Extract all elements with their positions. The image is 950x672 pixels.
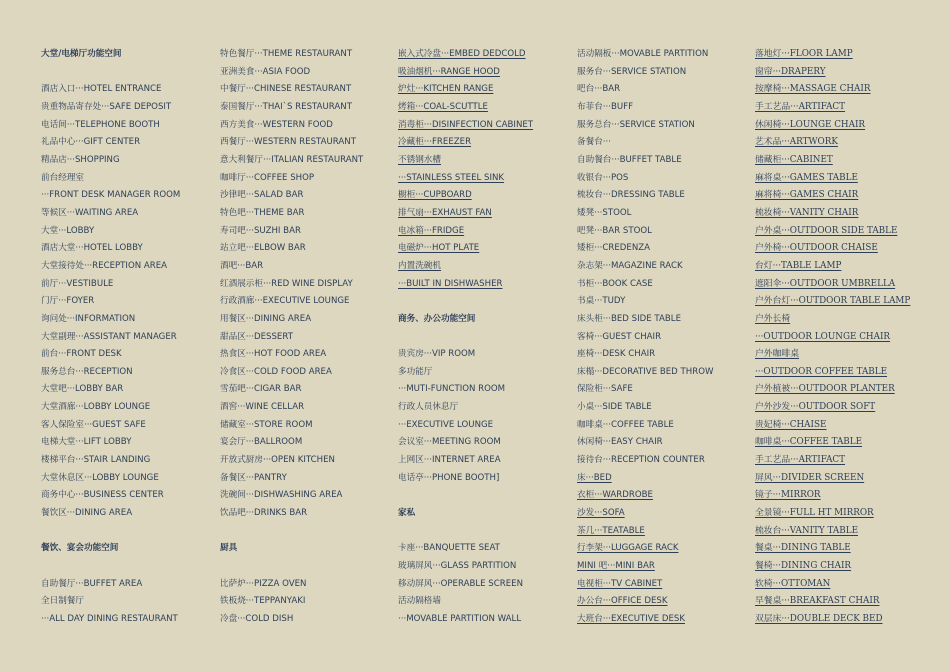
glossary-entry: 酒吧···BAR — [220, 260, 264, 271]
glossary-entry: 冷藏柜···FREEZER — [398, 137, 472, 148]
glossary-entry: 雪茄吧···CIGAR BAR — [220, 384, 302, 395]
glossary-entry: 大堂···LOBBY — [41, 225, 95, 236]
glossary-entry: 服务总台···RECEPTION — [41, 366, 133, 377]
glossary-entry: 卡座···BANQUETTE SEAT — [398, 543, 500, 554]
glossary-entry: ···OUTDOOR LOUNGE CHAIR — [755, 331, 891, 342]
glossary-entry: ···ALL DAY DINING RESTAURANT — [41, 614, 178, 624]
glossary-entry: ···EXECUTIVE LOUNGE — [398, 419, 494, 430]
glossary-entry: 大班台···EXECUTIVE DESK — [577, 614, 685, 624]
glossary-entry: 行李架···LUGGAGE RACK — [577, 543, 679, 554]
glossary-entry: 收银台···POS — [577, 172, 629, 183]
glossary-entry: 会议室···MEETING ROOM — [398, 437, 501, 448]
glossary-entry: 开放式厨房···OPEN KITCHEN — [220, 455, 335, 466]
glossary-entry: 备餐台··· — [577, 137, 611, 148]
glossary-entry: 大堂吧···LOBBY BAR — [41, 384, 124, 395]
glossary-entry: 门厅···FOYER — [41, 296, 95, 307]
glossary-entry: 活动隔格墙 — [398, 596, 441, 607]
glossary-entry: 等候区···WAITING AREA — [41, 207, 139, 218]
glossary-entry: 电磁炉···HOT PLATE — [398, 243, 480, 254]
glossary-entry: 洗碗间···DISHWASHING AREA — [220, 490, 343, 501]
glossary-column-2 — [220, 46, 363, 629]
glossary-entry: 户外桌···OUTDOOR SIDE TABLE — [755, 225, 898, 236]
glossary-entry: 电话间···TELEPHONE BOOTH — [41, 119, 160, 130]
blank-line — [41, 64, 180, 82]
glossary-entry: 上网区···INTERNET AREA — [398, 455, 501, 466]
glossary-entry: 书桌···TUDY — [577, 296, 626, 307]
glossary-entry: 衣柜···WARDROBE — [577, 490, 653, 501]
glossary-entry: 红酒展示柜···RED WINE DISPLAY — [220, 278, 353, 289]
glossary-entry: 贵妃椅···CHAISE — [755, 419, 827, 430]
glossary-entry: 镜子···MIRROR — [755, 490, 821, 501]
blank-line — [398, 523, 533, 541]
section-heading: 餐饮、宴会功能空间 — [41, 543, 119, 554]
glossary-entry: 遮阳伞···OUTDOOR UMBRELLA — [755, 278, 896, 289]
glossary-entry: 床···BED — [577, 472, 612, 483]
glossary-entry: 咖啡桌···COFFEE TABLE — [577, 419, 674, 430]
glossary-entry: 户外咖啡桌 — [755, 349, 799, 360]
glossary-entry: 客椅···GUEST CHAIR — [577, 331, 662, 342]
glossary-entry: 户外长椅 — [755, 313, 791, 324]
glossary-entry: 冷食区···COLD FOOD AREA — [220, 366, 332, 377]
glossary-entry: 窗帘···DRAPERY — [755, 66, 826, 77]
glossary-entry: 布菲台···BUFF — [577, 101, 634, 112]
glossary-entry: ···OUTDOOR COFFEE TABLE — [755, 366, 888, 377]
glossary-entry: 麻将椅···GAMES CHAIR — [755, 190, 859, 201]
glossary-entry: 梳妆台···DRESSING TABLE — [577, 190, 685, 201]
glossary-entry: 户外植被···OUTDOOR PLANTER — [755, 384, 895, 395]
glossary-entry: 户外沙发···OUTDOOR SOFT — [755, 402, 876, 413]
glossary-entry: 泰国餐厅···THAI`S RESTAURANT — [220, 101, 352, 112]
glossary-entry: 吸油烟机···RANGE HOOD — [398, 66, 500, 77]
glossary-entry: 矮凳···STOOL — [577, 207, 632, 218]
glossary-entry: 储藏室···STORE ROOM — [220, 419, 313, 430]
glossary-entry: 办公台···OFFICE DESK — [577, 596, 668, 607]
section-heading: 大堂/电梯厅功能空间 — [41, 49, 122, 59]
glossary-entry: 活动隔板···MOVABLE PARTITION — [577, 49, 709, 59]
glossary-entry: 寿司吧···SUZHI BAR — [220, 225, 301, 236]
glossary-entry: 吧凳···BAR STOOL — [577, 225, 652, 236]
glossary-entry: 杂志架···MAGAZINE RACK — [577, 260, 683, 271]
glossary-entry: 软椅···OTTOMAN — [755, 578, 831, 589]
blank-line — [220, 523, 363, 541]
glossary-entry: 早餐桌···BREAKFAST CHAIR — [755, 596, 880, 607]
glossary-entry: 宴会厅···BALLROOM — [220, 437, 303, 448]
glossary-entry: 双层床···DOUBLE DECK BED — [755, 614, 883, 624]
glossary-entry: 服务台···SERVICE STATION — [577, 66, 687, 77]
glossary-entry: ···BUILT IN DISHWASHER — [398, 278, 503, 289]
blank-line — [220, 558, 363, 576]
glossary-entry: 亚洲美食···ASIA FOOD — [220, 66, 311, 77]
glossary-entry: 前厅···VESTIBULE — [41, 278, 114, 289]
glossary-entry: 询问处···INFORMATION — [41, 313, 136, 324]
glossary-entry: 贵宾房···VIP ROOM — [398, 349, 476, 360]
glossary-entry: 电梯大堂···LIFT LOBBY — [41, 437, 132, 448]
glossary-entry: 大堂酒廊···LOBBY LOUNGE — [41, 402, 151, 413]
glossary-column-1 — [41, 46, 180, 629]
glossary-entry: 橱柜···CUPBOARD — [398, 190, 472, 201]
glossary-entry: ···STAINLESS STEEL SINK — [398, 172, 505, 183]
glossary-entry: 冷盘···COLD DISH — [220, 614, 294, 624]
glossary-entry: 意大利餐厅···ITALIAN RESTAURANT — [220, 154, 364, 165]
glossary-entry: 铁板烧···TEPPANYAKI — [220, 596, 306, 607]
section-heading: 厨具 — [220, 543, 238, 554]
glossary-entry: 备餐区···PANTRY — [220, 472, 287, 483]
glossary-entry: 行政人员休息厅 — [398, 402, 459, 413]
glossary-entry: 茶几···TEATABLE — [577, 525, 645, 536]
glossary-entry: 嵌入式冷盘···EMBED DEDCOLD — [398, 49, 526, 59]
glossary-entry: 服务总台···SERVICE STATION — [577, 119, 695, 130]
glossary-entry: 玻璃屏风···GLASS PARTITION — [398, 561, 517, 572]
glossary-entry: 休闲椅···EASY CHAIR — [577, 437, 663, 448]
glossary-entry: 自助餐厅···BUFFET AREA — [41, 578, 143, 589]
glossary-entry: 餐饮区···DINING AREA — [41, 508, 133, 519]
glossary-entry: 户外椅···OUTDOOR CHAISE — [755, 243, 878, 254]
glossary-entry: 沙发···SOFA — [577, 508, 625, 519]
glossary-entry: 床头柜···BED SIDE TABLE — [577, 313, 681, 324]
glossary-entry: 咖啡桌···COFFEE TABLE — [755, 437, 863, 448]
glossary-entry: 大堂休息区···LOBBY LOUNGE — [41, 472, 159, 483]
blank-line — [398, 329, 533, 347]
glossary-entry: 梳妆椅···VANITY CHAIR — [755, 207, 859, 218]
glossary-entry: 麻将桌···GAMES TABLE — [755, 172, 858, 183]
glossary-entry: 热食区···HOT FOOD AREA — [220, 349, 327, 360]
glossary-entry: 手工艺品···ARTIFACT — [755, 101, 846, 112]
glossary-entry: 贵重物品寄存处···SAFE DEPOSIT — [41, 101, 172, 112]
glossary-entry: 站立吧···ELBOW BAR — [220, 243, 306, 254]
glossary-entry: 全日制餐厅 — [41, 596, 84, 607]
glossary-entry: 比萨炉···PIZZA OVEN — [220, 578, 307, 589]
glossary-entry: 屏风···DIVIDER SCREEN — [755, 472, 865, 483]
glossary-entry: 前台···FRONT DESK — [41, 349, 122, 360]
glossary-entry: 酒窖···WINE CELLAR — [220, 402, 305, 413]
glossary-entry: 餐桌···DINING TABLE — [755, 543, 851, 554]
glossary-entry: 全景镜···FULL HT MIRROR — [755, 508, 874, 519]
glossary-entry: 座椅···DESK CHAIR — [577, 349, 656, 360]
glossary-entry: 多功能厅 — [398, 366, 433, 377]
glossary-entry: 按摩椅···MASSAGE CHAIR — [755, 84, 871, 95]
glossary-entry: 休闲椅···LOUNGE CHAIR — [755, 119, 866, 130]
glossary-entry: 商务中心···BUSINESS CENTER — [41, 490, 164, 501]
glossary-entry: 户外台灯···OUTDOOR TABLE LAMP — [755, 296, 911, 307]
glossary-entry: 甜品区···DESSERT — [220, 331, 293, 342]
glossary-entry: 移动屏风···OPERABLE SCREEN — [398, 578, 524, 589]
glossary-entry: 礼品中心···GIFT CENTER — [41, 137, 141, 148]
glossary-entry: 前台经理室 — [41, 172, 84, 183]
blank-line — [398, 293, 533, 311]
glossary-entry: 电冰箱···FRIDGE — [398, 225, 465, 236]
glossary-entry: ···FRONT DESK MANAGER ROOM — [41, 190, 181, 201]
glossary-entry: 咖啡厅···COFFEE SHOP — [220, 172, 315, 183]
glossary-entry: 大堂接待处···RECEPTION AREA — [41, 260, 168, 271]
glossary-entry: 梳妆台···VANITY TABLE — [755, 525, 858, 536]
glossary-entry: 用餐区···DINING AREA — [220, 313, 312, 324]
section-heading: 家私 — [398, 508, 416, 519]
glossary-entry: 艺术品···ARTWORK — [755, 137, 838, 148]
glossary-entry: 饮品吧···DRINKS BAR — [220, 508, 308, 519]
glossary-entry: ···MOVABLE PARTITION WALL — [398, 614, 522, 624]
glossary-entry: 电话亭···PHONE BOOTH] — [398, 472, 500, 483]
glossary-entry: 书柜···BOOK CASE — [577, 278, 653, 289]
glossary-entry: 小桌···SIDE TABLE — [577, 402, 652, 413]
glossary-entry: 酒店入口···HOTEL ENTRANCE — [41, 84, 162, 95]
glossary-entry: 床榻···DECORATIVE BED THROW — [577, 366, 714, 377]
glossary-column-5 — [755, 46, 910, 629]
blank-line — [41, 558, 180, 576]
glossary-entry: 炉灶···KITCHEN RANGE — [398, 84, 494, 95]
blank-line — [41, 523, 180, 541]
glossary-entry: 保险柜···SAFE — [577, 384, 633, 395]
glossary-entry: ···MUTI-FUNCTION ROOM — [398, 384, 506, 395]
glossary-entry: 大堂副理···ASSISTANT MANAGER — [41, 331, 177, 342]
glossary-entry: 精品店···SHOPPING — [41, 154, 120, 165]
glossary-entry: 内置洗碗机 — [398, 260, 441, 271]
glossary-entry: 烤箱···COAL-SCUTTLE — [398, 101, 488, 112]
glossary-entry: 西方美食···WESTERN FOOD — [220, 119, 333, 130]
glossary-entry: 排气扇···EXHAUST FAN — [398, 207, 492, 218]
glossary-entry: 餐椅···DINING CHAIR — [755, 561, 852, 572]
glossary-entry: 台灯···TABLE LAMP — [755, 260, 842, 271]
glossary-entry: 客人保险室···GUEST SAFE — [41, 419, 146, 430]
glossary-entry: 不锈钢水槽 — [398, 154, 441, 165]
glossary-column-3 — [398, 46, 533, 629]
glossary-entry: 接待台···RECEPTION COUNTER — [577, 455, 705, 466]
glossary-entry: 消毒柜···DISINFECTION CABINET — [398, 119, 534, 130]
glossary-column-4 — [577, 46, 713, 629]
glossary-entry: 手工艺品···ARTIFACT — [755, 455, 846, 466]
glossary-entry: 储藏柜···CABINET — [755, 154, 833, 165]
section-heading: 商务、办公功能空间 — [398, 313, 476, 324]
glossary-entry: 楼梯平台···STAIR LANDING — [41, 455, 151, 466]
glossary-entry: 特色吧···THEME BAR — [220, 207, 305, 218]
glossary-entry: 矮柜···CREDENZA — [577, 243, 651, 254]
glossary-entry: 中餐厅···CHINESE RESTAURANT — [220, 84, 352, 95]
glossary-entry: 西餐厅···WESTERN RESTAURANT — [220, 137, 356, 148]
glossary-entry: 行政酒廊···EXECUTIVE LOUNGE — [220, 296, 350, 307]
glossary-entry: 自助餐台···BUFFET TABLE — [577, 154, 682, 165]
glossary-entry: 酒店大堂···HOTEL LOBBY — [41, 243, 143, 254]
glossary-entry: 特色餐厅···THEME RESTAURANT — [220, 49, 353, 59]
glossary-entry: 沙律吧···SALAD BAR — [220, 190, 304, 201]
glossary-entry: 落地灯···FLOOR LAMP — [755, 49, 853, 59]
blank-line — [398, 487, 533, 505]
glossary-entry: 电视柜···TV CABINET — [577, 578, 663, 589]
glossary-entry: 吧台···BAR — [577, 84, 621, 95]
glossary-entry: MINI 吧···MINI BAR — [577, 561, 655, 572]
